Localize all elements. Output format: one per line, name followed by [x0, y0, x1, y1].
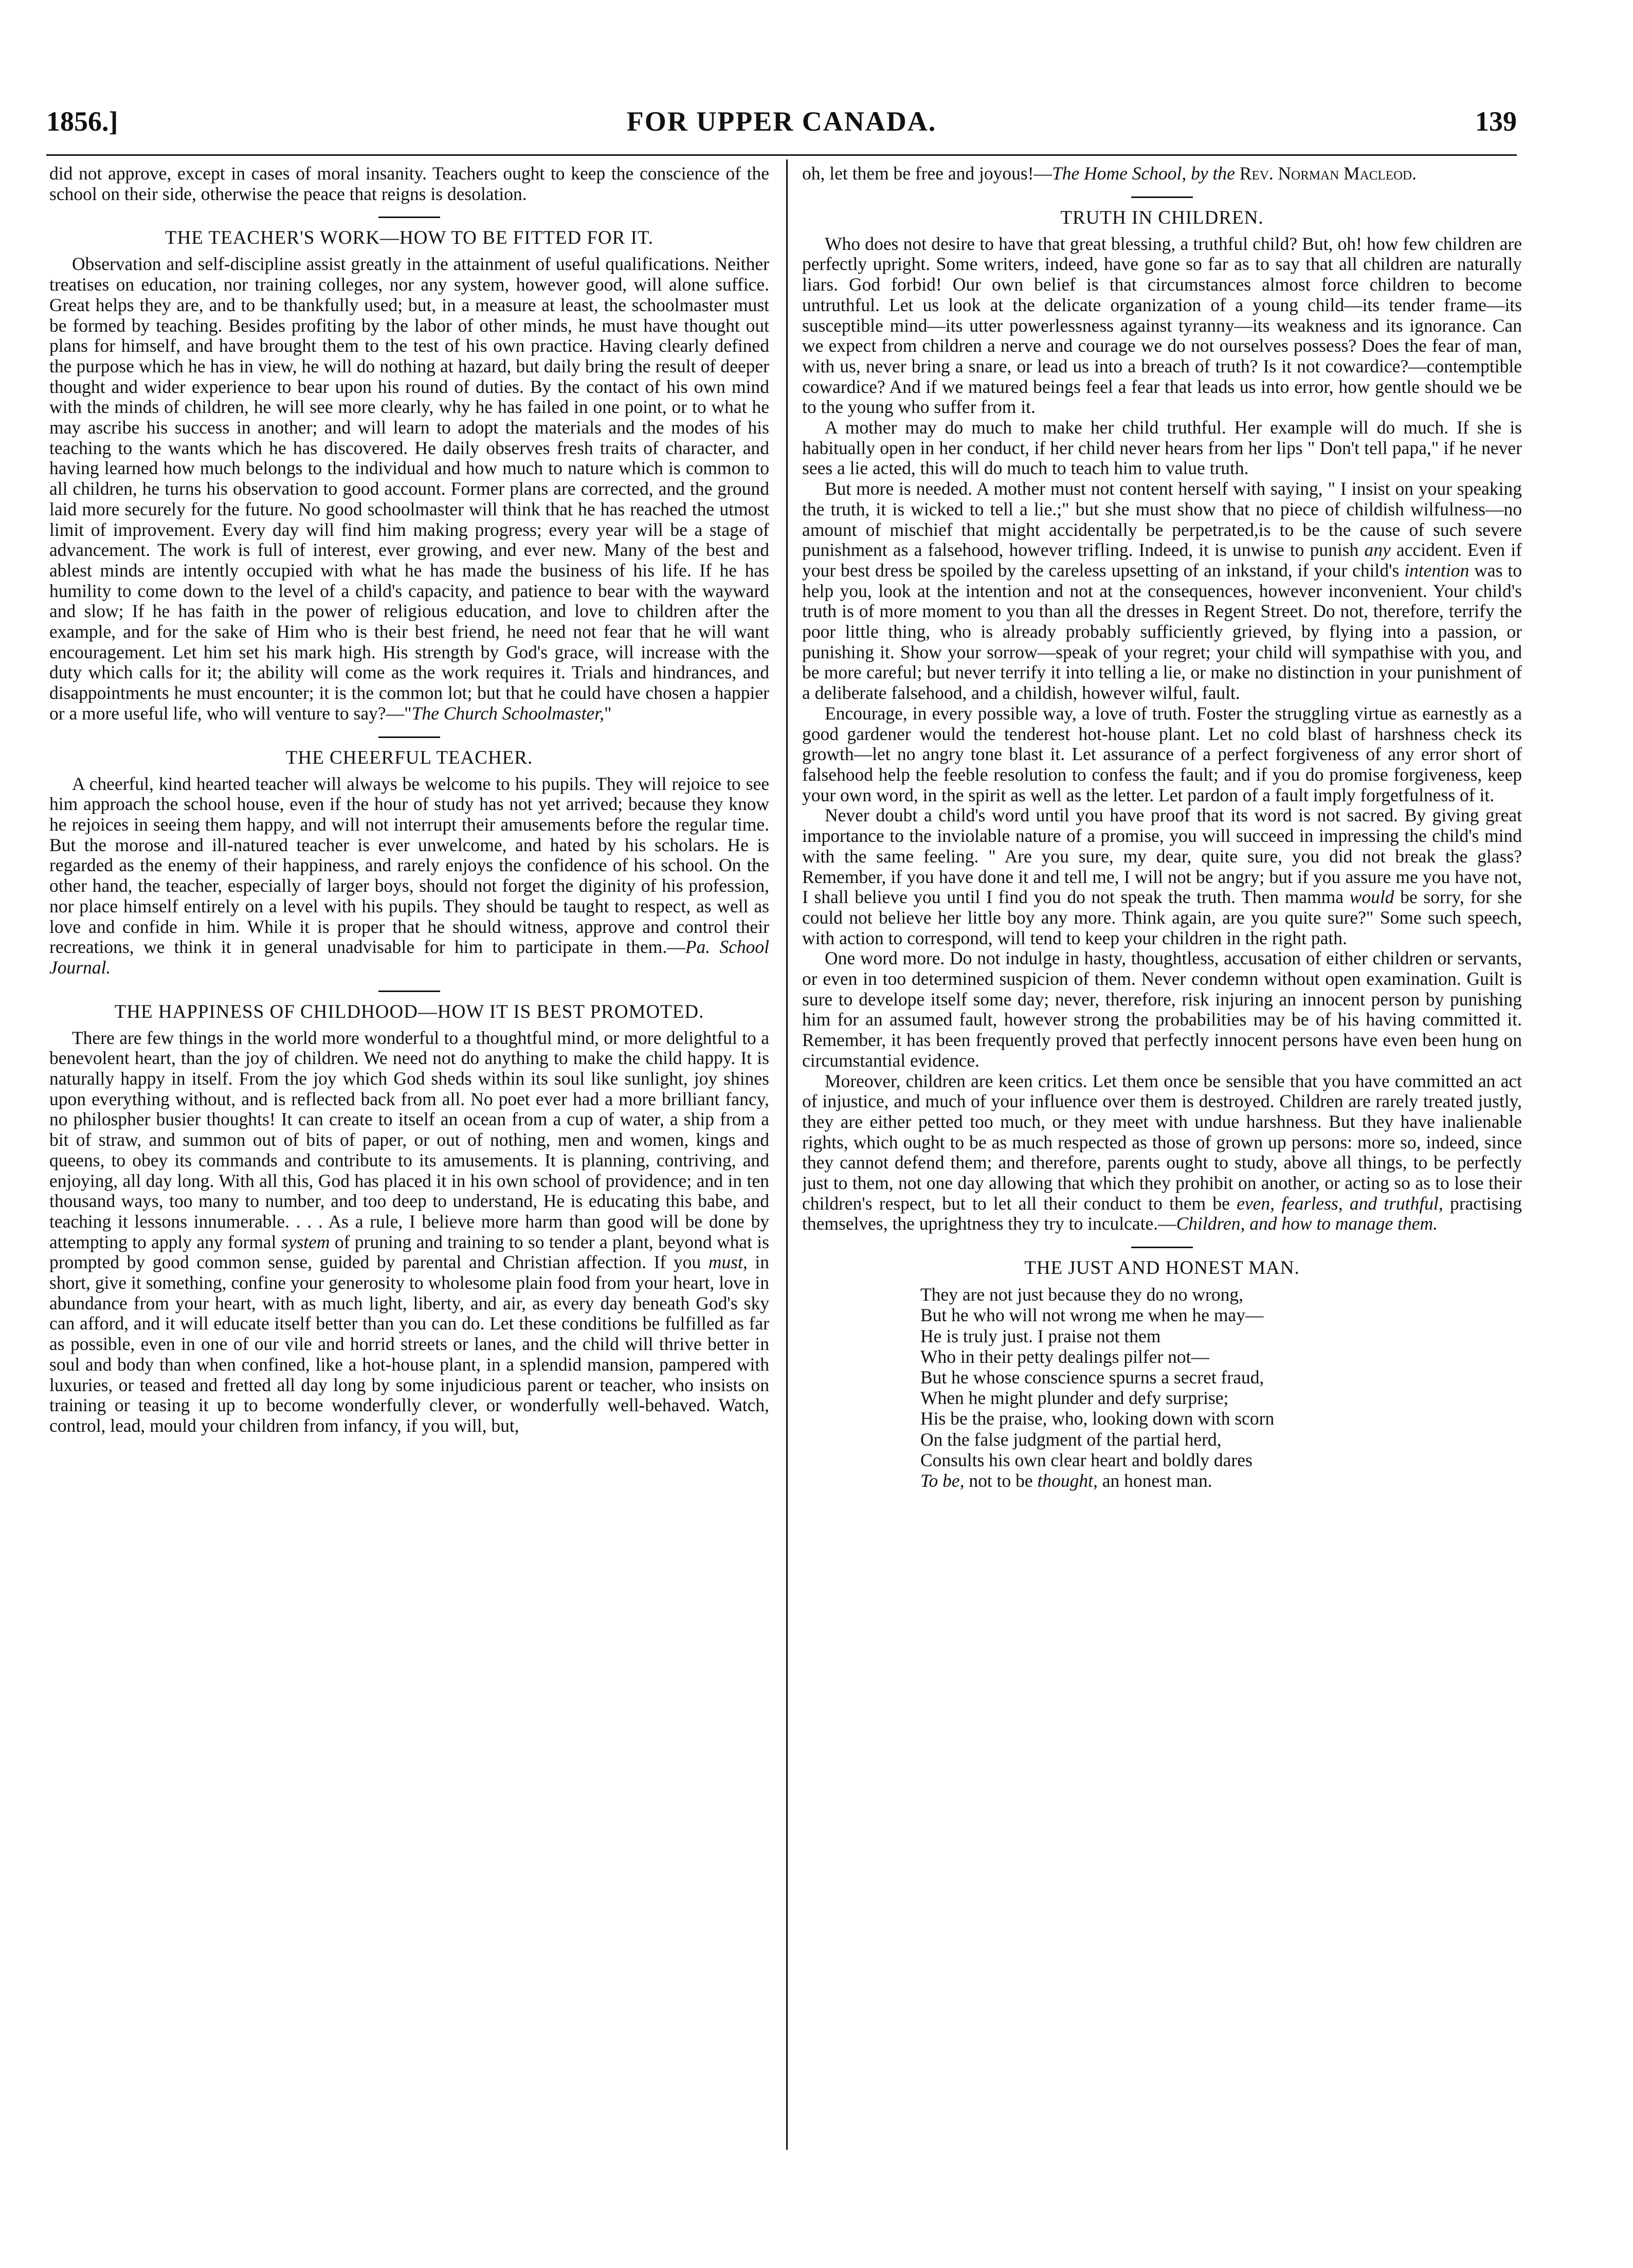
source-citation: Children, and how to manage them.	[1176, 1213, 1438, 1234]
header-title: FOR UPPER CANADA.	[626, 106, 937, 137]
author-name: Rev. Norman Macleod.	[1235, 164, 1417, 184]
poem-line: Who in their petty dealings pilfer not—	[920, 1346, 1209, 1367]
paragraph-text: But more is needed. A mother must not content herself with saying, " I insist on your speaking the truth, it is wicked to tell a lie.;" but she must show that no piece of childish wilfulness—no amount of mischief that might accidentally be perpetrated,is to be the cause of such severe punishment as a falsehood, however trifling. Indeed, it is unwise to punish	[802, 478, 1522, 561]
paragraph-text: Never doubt a child's word until you have proof that its word is not sacred. By giving great importance to the inviolable nature of a promise, you will succeed in impressing the child's mind with the same feeling. " Are you sure, my dear, quite sure, you did not break the glass? Remember, if you have done it and tell me, I will not be angry; but if you assure me you have not, I shall believe you until I find you do not speak the truth. Then mamma	[802, 805, 1522, 908]
source-citation: The Home School, by the	[1052, 164, 1235, 184]
header-page-number: 139	[1475, 106, 1517, 137]
poem-line: On the false judgment of the partial herd,	[920, 1429, 1222, 1450]
column-divider	[786, 159, 788, 2150]
emphasis: system	[281, 1231, 330, 1252]
poem-line: He is truly just. I praise not them	[920, 1325, 1161, 1346]
section-title-happiness-of-childhood: THE HAPPINESS OF CHILDHOOD—HOW IT IS BEST PROMOTED.	[114, 1001, 704, 1022]
paragraph-text: practising themselves, the uprightness they try to inculcate.—	[802, 1193, 1522, 1234]
paragraph: A mother may do much to make her child truthful. Her example will do much. If she is habitually open in her conduct, if her child never hears from her lips " Don't tell papa," if he never sees a lie acted, this will do much to teach him to value truth.	[802, 417, 1522, 479]
paragraph	[802, 479, 1522, 704]
poem-text: not to be	[964, 1470, 1038, 1491]
emphasis: any	[1364, 539, 1391, 561]
section-separator	[1131, 196, 1193, 198]
section-title-just-and-honest-man: THE JUST AND HONEST MAN.	[1024, 1257, 1300, 1279]
section-separator	[1131, 1247, 1193, 1248]
paragraph	[49, 774, 769, 978]
section-title-truth-in-children: TRUTH IN CHILDREN.	[1060, 207, 1264, 228]
left-column	[49, 164, 769, 2149]
paragraph-text: Moreover, children are keen critics. Let them once be sensible that you have committed an act of injustice, and much of your influence over them is destroyed. Children are rarely treated justly, they are either petted too much, or they meet with undue harshness. But they have inalienable rights, which ought to be as much respected as those of grown up persons: more so, indeed, since they cannot defend them; and therefore, parents ought to study, above all things, to be perfectly just to them, not one day allowing that which they prohibit on another, or acting so as to lose their children's respect, but to let all their conduct to them be	[802, 1070, 1522, 1214]
header-rule	[46, 154, 1517, 156]
paragraph-text: be sorry, for she could not believe her little boy any more. Think again, are you quite sure?" Some such speech, with action to correspond, will tend to keep your children in the right path.	[802, 887, 1522, 948]
paragraph	[802, 805, 1522, 948]
paragraph: Encourage, in every possible way, a love of truth. Foster the struggling virtue as earnestly as a good gardener would the tenderest hot-house plant. Let no cold blast of harshness check its growth—let no angry tone blast it. Let assurance of a perfect forgiveness of any error short of falsehood help the feeble resolution to confess the fault; and if you do promise forgiveness, keep your own word, in the spirit as well as the letter. Let pardon of a fault imply forgetfulness of it.	[802, 703, 1522, 805]
section-title-teachers-work: THE TEACHER'S WORK—HOW TO BE FITTED FOR IT.	[165, 227, 654, 249]
poem-line: But he whose conscience spurns a secret fraud,	[920, 1366, 1264, 1388]
header-year: 1856.]	[46, 106, 118, 137]
section-separator	[378, 991, 440, 992]
section-separator	[378, 217, 440, 218]
continued-paragraph	[802, 164, 1522, 184]
emphasis: must,	[708, 1252, 748, 1273]
paragraph-text: of pruning and training to so tender a plant, beyond what is prompted by good common sense, guided by parental and Christian affection. If you	[49, 1231, 769, 1273]
poem-text: an honest man.	[1097, 1470, 1212, 1491]
paragraph	[802, 1071, 1522, 1235]
emphasis: even, fearless, and truthful,	[1237, 1193, 1443, 1214]
paragraph	[49, 254, 769, 724]
paragraph-text: oh, let them be free and joyous!—	[802, 164, 1053, 184]
right-column	[802, 164, 1522, 2149]
section-title-cheerful-teacher: THE CHEERFUL TEACHER.	[285, 747, 533, 768]
paragraph: One word more. Do not indulge in hasty, thoughtless, accusation of either children or servants, or even in too determined suspicion of them. Never condemn without open examination. Guilt is sure to develope itself some day; never, therefore, risk injuring an innocent person by punishing him for an assumed fault, however strong the probabilities may be of his having committed it. Remember, it has been frequently proved that perfectly innocent persons have even been hung on circumstantial evidence.	[802, 948, 1522, 1071]
source-citation: Pa. School Journal.	[49, 937, 769, 978]
emphasis: intention	[1404, 560, 1469, 581]
closing-quote: "	[604, 703, 612, 724]
emphasis: To be,	[920, 1470, 965, 1491]
continued-paragraph: did not approve, except in cases of moral insanity. Teachers ought to keep the conscience of the school on their side, otherwise the peace that reigns is desolation.	[49, 164, 769, 204]
poem-line: Consults his own clear heart and boldly dares	[920, 1449, 1253, 1470]
paragraph	[49, 1028, 769, 1436]
poem	[802, 1284, 1522, 1491]
paragraph-text: in short, give it something, confine your generosity to wholesome plain food from your heart, love in abundance from your heart, with as much light, liberty, and air, as every day beneath God's sky can afford, and it will educate itself better than you can do. Let these conditions be fulfilled as far as possible, even in one of our vile and horrid streets or lanes, and the child will thrive better in soul and body than when confined, like a hot-house plant, in a splendid mansion, pampered with luxuries, or teased and fretted all day long by some injudicious parent or teacher, who insists on training or teasing it up to become wonderfully clever, or wonderfully well-behaved. Watch, control, lead, mould your children from infancy, if you will, but,	[49, 1252, 769, 1436]
paragraph-text: was to help you, look at the intention and not at the consequences, however inconvenient. Your child's truth is of more moment to you than all the dresses in Regent Street. Do not, therefore, terrify the poor little thing, who is already probably sufficiently grieved, by flying into a passion, or punishing it. Show your sorrow—speak of your regret; your child will sympathise with you, and be more careful; but never terrify it into telling a lie, or make no distinction in your punishment of a deliberate falsehood, and a childish, however wilful, fault.	[802, 560, 1522, 704]
paragraph-text: There are few things in the world more wonderful to a thoughtful mind, or more delightful to a benevolent heart, than the joy of children. We need not do anything to make the child happy. It is naturally happy in itself. From the joy which God sheds within its soul like sunlight, joy shines upon everything without, and is reflected back from all. No poet ever had a more brilliant fancy, no philospher busier thoughts! It can create to itself an ocean from a cup of water, a ship from a bit of straw, and summon out of bits of paper, or out of nothing, men and women, kings and queens, to obey its commands and contribute to its amusements. It is planning, contriving, and enjoying, all day long. With all this, God has placed it in his own school of providence; and in ten thousand ways, too many to number, and too deep to understand, He is educating this babe, and teaching it lessons innumerable. . . . As a rule, I believe more harm than good will be done by attempting to apply any formal	[49, 1027, 769, 1252]
emphasis: would	[1349, 887, 1394, 908]
paragraph-text: A cheerful, kind hearted teacher will always be welcome to his pupils. They will rejoice to see him approach the school house, even if the hour of study has not yet arrived; because they know he rejoices in seeing them happy, and will not interrupt their amusements before the regular time. But the morose and ill-natured teacher is ever unwelcome, and hated by his scholars. He is regarded as the enemy of their happiness, and rarely enjoys the confidence of his school. On the other hand, the teacher, especially of larger boys, should not forget the diginity of his profession, nor place himself entirely on a level with his pupils. They should be taught to respect, as well as love and confide in him. While it is proper that he should witness, approve and control their recreations, we think it in general unadvisable for him to participate in them.—	[49, 773, 769, 958]
paragraph-text: Observation and self-discipline assist greatly in the attainment of useful qualifications. Neither treatises on education, nor training colleges, nor any system, however good, will alone suffice. Great helps they are, and to be thankfully used; but, in a measure at least, the schoolmaster must be formed by teaching. Besides profiting by the labor of other minds, he must have thought out plans for himself, and have brought them to the test of his own practice. Having clearly defined the purpose which he has in view, he will do nothing at hazard, but daily bring the result of deeper thought and wider experience to bear upon his round of duties. By the contact of his own mind with the minds of children, he will see more clearly, why he has failed in one point, or to what he may ascribe his success in another; and will learn to adopt the materials and the modes of his teaching to the wants which he has discovered. He daily observes fresh traits of character, and having learned how much belongs to the individual and how much to nature which is common to all children, he turns his observation to good account. Former plans are corrected, and the ground laid more securely for the future. No good schoolmaster will think that he has reached the utmost limit of improvement. Every day will find him making progress; every year will be a stage of advancement. The work is full of interest, ever growing, and ever new. Many of the best and ablest minds are intently occupied with what he has made the business of his life. If he has humility to come down to the level of a child's capacity, and patience to bear with the wayward and slow; If he has faith in the power of religious education, and love to children after the example, and for the sake of Him who is their best friend, he need not fear that he will want encouragement. Let him set his mark high. His strength by God's grace, will increase with the duty which calls for it; the ability will come as the work requires it. Trials and hindrances, and disappointments he must encounter; it is the common lot; but that he could have chosen a happier or a more useful life, who will venture to say?—"	[49, 254, 769, 724]
section-separator	[378, 736, 440, 738]
emphasis: thought,	[1037, 1470, 1098, 1491]
poem-line: They are not just because they do no wrong,	[920, 1284, 1243, 1305]
paragraph-text: accident. Even if your best dress be spoiled by the careless upsetting of an inkstand, if your child's	[802, 539, 1522, 581]
source-citation: The Church Schoolmaster,	[411, 703, 604, 724]
poem-line: His be the praise, who, looking down with scorn	[920, 1408, 1275, 1429]
poem-line: But he who will not wrong me when he may—	[920, 1305, 1264, 1326]
running-header	[46, 105, 1517, 147]
poem-line-final	[920, 1470, 1522, 1491]
poem-line: When he might plunder and defy surprise;	[920, 1388, 1229, 1409]
paragraph: Who does not desire to have that great blessing, a truthful child? But, oh! how few children are perfectly upright. Some writers, indeed, have gone so far as to say that all children are naturally liars. God forbid! Our own belief is that circumstances almost force children to become untruthful. Let us look at the delicate organization of a young child—its tender frame—its susceptible mind—its utter powerlessness against tyranny—its weakness and its ignorance. Can we expect from children a nerve and courage we do not ourselves possess? Does the fear of man, with us, never bring a snare, or lead us into a breach of truth? Is it not cowardice?—contemptible cowardice? And if we matured beings feel a fear that leads us into error, how gentle should we be to the young who suffer from it.	[802, 233, 1522, 418]
